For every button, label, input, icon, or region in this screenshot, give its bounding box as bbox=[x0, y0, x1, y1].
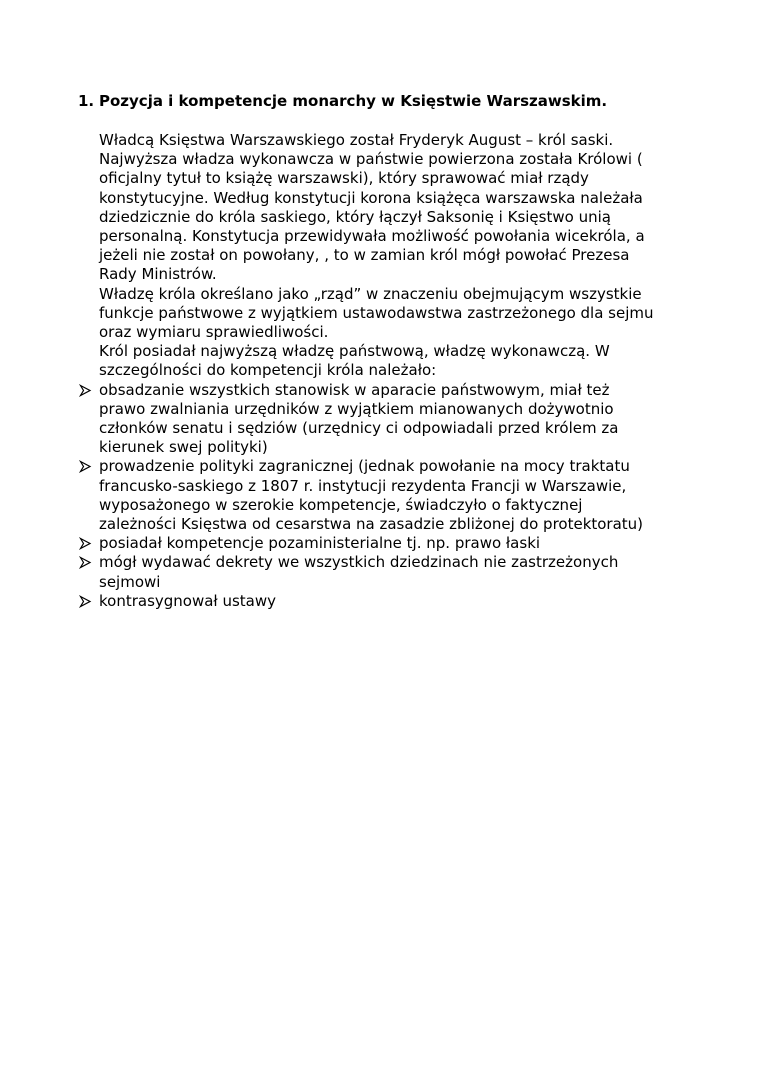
paragraph-line: jeżeli nie został on powołany, , to w zamian król mógł powołać Prezesa bbox=[99, 246, 630, 265]
paragraph-line: Najwyższa władza wykonawcza w państwie powierzona została Królowi ( bbox=[99, 150, 643, 169]
bullet-line: sejmowi bbox=[99, 572, 161, 591]
paragraphs bbox=[99, 131, 679, 381]
paragraph-line: Król posiadał najwyższą władzę państwową, władzę wykonawczą. W bbox=[99, 342, 610, 361]
bullet-line: obsadzanie wszystkich stanowisk w aparacie państwowym, miał też bbox=[99, 380, 610, 399]
heading-title: Pozycja i kompetencje monarchy w Księstwie Warszawskim. bbox=[99, 92, 608, 110]
bullet-item bbox=[99, 553, 679, 591]
arrow-bullet-icon bbox=[79, 457, 93, 476]
bullet-line: posiadał kompetencje pozaministerialne tj. np. prawo łaski bbox=[99, 534, 541, 553]
bullet-line: zależności Księstwa od cesarstwa na zasadzie zbliżonej do protektoratu) bbox=[99, 515, 644, 534]
paragraph bbox=[99, 342, 679, 380]
bullet-line: francusko-saskiego z 1807 r. instytucji rezydenta Francji w Warszawie, bbox=[99, 476, 627, 495]
paragraph-line: szczególności do kompetencji króla należało: bbox=[99, 361, 437, 380]
paragraph-line: Władcą Księstwa Warszawskiego został Fryderyk August – król saski. bbox=[99, 131, 614, 149]
paragraph-line: Władzę króla określano jako „rząd” w znaczeniu obejmującym wszystkie bbox=[99, 284, 642, 303]
paragraph-line: oficjalny tytuł to książę warszawski), który sprawować miał rządy bbox=[99, 169, 589, 188]
paragraph-line: dziedzicznie do króla saskiego, który łączył Saksonię i Księstwo unią bbox=[99, 207, 611, 226]
paragraph-line: funkcje państwowe z wyjątkiem ustawodawstwa zastrzeżonego dla sejmu bbox=[99, 303, 654, 322]
bullet-list bbox=[99, 381, 679, 611]
bullet-line: wyposażonego w szerokie kompetencje, świadczyło o faktycznej bbox=[99, 495, 583, 514]
paragraph bbox=[99, 131, 679, 285]
bullet-line: mógł wydawać dekrety we wszystkich dziedzinach nie zastrzeżonych bbox=[99, 553, 619, 572]
arrow-bullet-icon bbox=[79, 534, 93, 553]
paragraph-line: oraz wymiaru sprawiedliwości. bbox=[99, 323, 329, 342]
bullet-line: kierunek swej polityki) bbox=[99, 438, 268, 457]
bullet-item bbox=[99, 381, 679, 458]
paragraph-line: personalną. Konstytucja przewidywała możliwość powołania wicekróla, a bbox=[99, 227, 645, 246]
heading-number: 1. bbox=[78, 92, 95, 110]
paragraph-line: konstytucyjne. Według konstytucji korona książęca warszawska należała bbox=[99, 188, 643, 207]
bullet-line: kontrasygnował ustawy bbox=[99, 591, 277, 610]
arrow-bullet-icon bbox=[79, 381, 93, 400]
paragraph-line: Rady Ministrów. bbox=[99, 265, 217, 284]
bullet-line: prawo zwalniania urzędników z wyjątkiem mianowanych dożywotnio bbox=[99, 399, 614, 418]
arrow-bullet-icon bbox=[79, 553, 93, 572]
document-body bbox=[99, 131, 679, 611]
section-heading bbox=[78, 91, 698, 111]
bullet-item bbox=[99, 457, 679, 534]
bullet-line: członków senatu i sędziów (urzędnicy ci odpowiadali przed królem za bbox=[99, 419, 619, 438]
bullet-item bbox=[99, 592, 679, 611]
arrow-bullet-icon bbox=[79, 592, 93, 611]
bullet-line: prowadzenie polityki zagranicznej (jednak powołanie na mocy traktatu bbox=[99, 457, 630, 476]
paragraph bbox=[99, 285, 679, 343]
bullet-item bbox=[99, 534, 679, 553]
